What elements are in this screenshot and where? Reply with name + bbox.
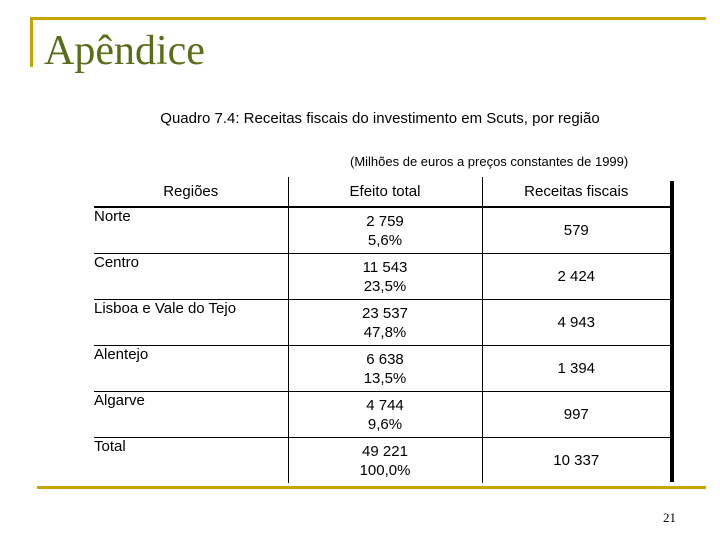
- fiscal-receipts-cell: 10 337: [482, 438, 670, 484]
- frame-top-line: [30, 17, 706, 20]
- table-total-row: [94, 438, 670, 484]
- region-cell: Algarve: [94, 392, 288, 438]
- total-effect-percent: 5,6%: [367, 231, 403, 249]
- region-cell: Alentejo: [94, 346, 288, 392]
- total-effect-percent: 23,5%: [363, 277, 407, 295]
- frame-bottom-line: [37, 486, 706, 489]
- total-effect-value: 23 537: [362, 304, 408, 322]
- table-header-row: [94, 177, 670, 207]
- total-effect-percent: 13,5%: [363, 369, 407, 387]
- fiscal-receipts-cell: 579: [482, 207, 670, 254]
- header-fiscal-receipts: Receitas fiscais: [482, 177, 670, 207]
- total-effect-cell: [288, 392, 482, 438]
- table-row: [94, 392, 670, 438]
- region-cell: Lisboa e Vale do Tejo: [94, 300, 288, 346]
- header-total-effect: Efeito total: [288, 177, 482, 207]
- fiscal-receipts-cell: 997: [482, 392, 670, 438]
- total-effect-percent: 47,8%: [363, 323, 407, 341]
- total-effect-value: 49 221: [362, 442, 408, 460]
- region-cell: Norte: [94, 208, 131, 225]
- total-effect-value: 4 744: [366, 396, 404, 414]
- total-effect-value: 6 638: [366, 350, 404, 368]
- total-effect-cell: [288, 254, 482, 300]
- fiscal-receipts-cell: 2 424: [482, 254, 670, 300]
- total-effect-value: 11 543: [362, 258, 408, 276]
- slide-title: Apêndice: [44, 28, 205, 74]
- region-cell: Centro: [94, 254, 288, 300]
- table-row: [94, 207, 670, 254]
- total-effect-cell: [288, 346, 482, 392]
- table-row: [94, 346, 670, 392]
- table-units-note: (Milhões de euros a preços constantes de 1999): [350, 154, 629, 169]
- total-effect-cell: [288, 207, 482, 254]
- region-cell-total: Total: [94, 438, 288, 484]
- page-number: 21: [663, 510, 676, 525]
- table-caption: Quadro 7.4: Receitas fiscais do investimento em Scuts, por região: [160, 110, 600, 127]
- total-effect-percent: 9,6%: [367, 415, 403, 433]
- frame-left-line: [30, 17, 33, 67]
- table-row: [94, 300, 670, 346]
- total-effect-percent: 100,0%: [359, 461, 411, 479]
- fiscal-receipts-table: [94, 177, 670, 483]
- header-regions: Regiões: [94, 177, 288, 207]
- fiscal-receipts-cell: 4 943: [482, 300, 670, 346]
- table-row: [94, 254, 670, 300]
- total-effect-cell: [288, 300, 482, 346]
- total-effect-cell: [288, 438, 482, 484]
- total-effect-value: 2 759: [366, 212, 404, 230]
- fiscal-receipts-cell: 1 394: [482, 346, 670, 392]
